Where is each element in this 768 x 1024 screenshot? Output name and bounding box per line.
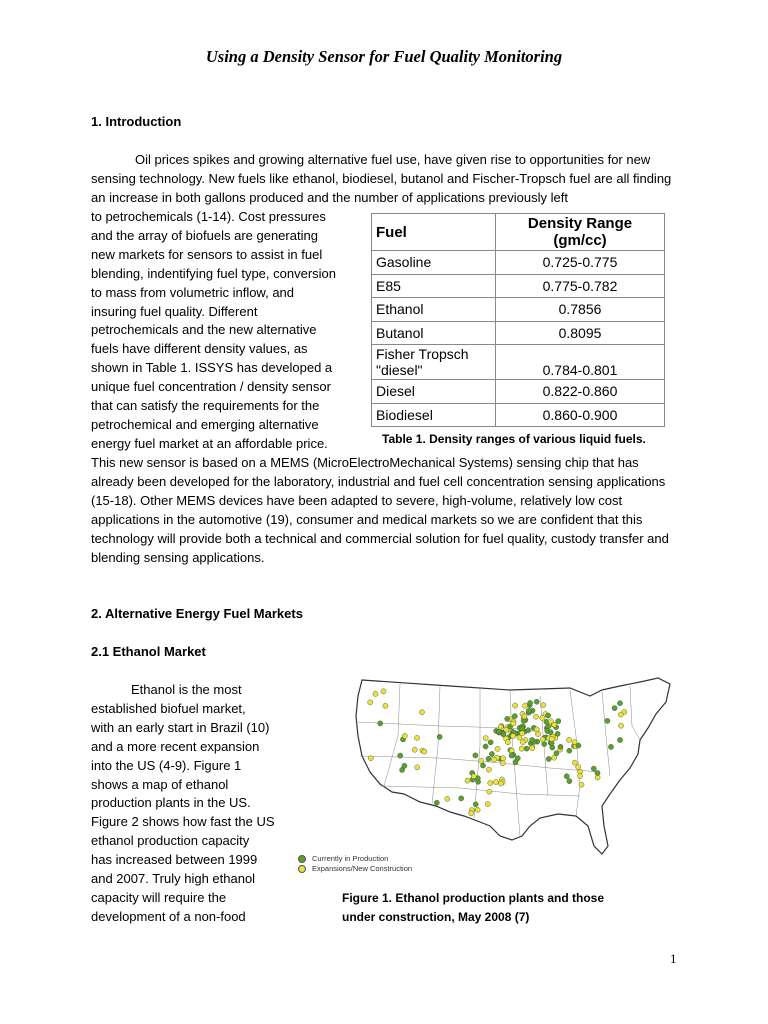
plant-marker bbox=[479, 758, 484, 763]
plant-marker bbox=[534, 727, 539, 732]
table-cell-range: 0.775-0.782 bbox=[496, 274, 665, 298]
plant-marker bbox=[489, 751, 494, 756]
plant-marker bbox=[595, 770, 600, 775]
table-row bbox=[372, 274, 665, 298]
table-cell-fuel: Butanol bbox=[372, 321, 496, 345]
legend-marker-icon bbox=[298, 855, 306, 863]
table-cell-fuel bbox=[372, 345, 496, 380]
table-cell-range: 0.860-0.900 bbox=[496, 403, 665, 427]
legend-item bbox=[298, 854, 412, 864]
table-row bbox=[372, 403, 665, 427]
table-row bbox=[372, 380, 665, 404]
plant-marker bbox=[402, 763, 407, 768]
plant-marker bbox=[548, 730, 553, 735]
plant-marker bbox=[483, 744, 488, 749]
figure-caption-line: under construction, May 2008 (7) bbox=[342, 910, 530, 924]
plant-marker bbox=[618, 712, 623, 717]
plant-marker bbox=[497, 729, 502, 734]
subsection-heading-ethanol: 2.1 Ethanol Market bbox=[91, 644, 206, 659]
plant-marker bbox=[523, 703, 528, 708]
plant-marker bbox=[504, 727, 509, 732]
plant-marker bbox=[522, 714, 527, 719]
table-caption: Table 1. Density ranges of various liquid fuels. bbox=[382, 432, 646, 446]
section-heading-markets: 2. Alternative Energy Fuel Markets bbox=[91, 606, 303, 621]
table-cell-range: 0.784-0.801 bbox=[496, 345, 665, 380]
plant-marker bbox=[579, 782, 584, 787]
page-number: 1 bbox=[670, 951, 677, 966]
text-line: and a more recent expansion bbox=[91, 738, 260, 754]
legend-label: Expansions/New Construction bbox=[312, 864, 413, 873]
plant-marker bbox=[556, 719, 561, 724]
plant-marker bbox=[520, 740, 525, 745]
table-cell-fuel: Biodiesel bbox=[372, 403, 496, 427]
plant-marker bbox=[564, 774, 569, 779]
plant-marker bbox=[475, 807, 480, 812]
table-cell-fuel-line: Fisher Tropsch bbox=[376, 346, 469, 362]
table-row bbox=[372, 321, 665, 345]
plant-marker bbox=[591, 766, 596, 771]
text-line: petrochemical and emerging alternative bbox=[91, 416, 319, 432]
plant-marker bbox=[612, 706, 617, 711]
section-heading-introduction: 1. Introduction bbox=[91, 114, 182, 129]
plant-marker bbox=[618, 723, 623, 728]
plant-marker bbox=[419, 710, 424, 715]
plant-marker bbox=[509, 753, 514, 758]
plant-marker bbox=[505, 716, 510, 721]
plant-marker bbox=[567, 748, 572, 753]
plant-marker bbox=[378, 721, 383, 726]
plant-marker bbox=[473, 802, 478, 807]
plant-marker bbox=[415, 765, 420, 770]
plant-marker bbox=[519, 746, 524, 751]
plant-marker bbox=[605, 718, 610, 723]
legend-label: Currently in Production bbox=[312, 854, 389, 863]
text-line: into the US (4-9). Figure 1 bbox=[91, 757, 242, 773]
plant-marker bbox=[567, 779, 572, 784]
plant-marker bbox=[520, 726, 525, 731]
table-cell-fuel: Ethanol bbox=[372, 298, 496, 322]
plant-marker bbox=[577, 774, 582, 779]
plant-marker bbox=[434, 800, 439, 805]
plant-marker bbox=[412, 747, 417, 752]
plant-marker bbox=[546, 713, 551, 718]
text-line: has increased between 1999 bbox=[91, 852, 258, 868]
plant-marker bbox=[540, 715, 545, 720]
plant-marker bbox=[471, 774, 476, 779]
plant-marker bbox=[548, 719, 553, 724]
table-cell-fuel: Diesel bbox=[372, 380, 496, 404]
intro-left-column bbox=[91, 208, 361, 454]
text-line: capacity will require the bbox=[91, 889, 227, 905]
plant-marker bbox=[422, 749, 427, 754]
plant-marker bbox=[486, 767, 491, 772]
plant-marker bbox=[513, 703, 518, 708]
plant-marker bbox=[566, 737, 571, 742]
plant-marker bbox=[617, 701, 622, 706]
text-line: to petrochemicals (1-14). Cost pressures bbox=[91, 209, 326, 224]
plant-marker bbox=[511, 721, 516, 726]
text-line: with an early start in Brazil (10) bbox=[91, 719, 270, 735]
text-line: Figure 2 shows how fast the US bbox=[91, 814, 275, 830]
ethanol-paragraph bbox=[91, 681, 296, 927]
table-header-fuel: Fuel bbox=[372, 214, 496, 251]
table-cell-fuel-line: "diesel" bbox=[376, 362, 423, 378]
text-line: shown in Table 1. ISSYS has developed a bbox=[91, 360, 333, 376]
plant-marker bbox=[526, 728, 531, 733]
plant-marker bbox=[486, 756, 491, 761]
figure-caption bbox=[342, 889, 604, 927]
text-line: that can satisfy the requirements for the bbox=[91, 398, 320, 414]
plant-marker bbox=[498, 781, 503, 786]
intro-paragraph: Oil prices spikes and growing alternative fuel use, have given rise to opportunities for new sensing technology. New fuels like ethanol, biodiesel, butanol and Fischer-Tropsch fuel are all finding an increase in both gallons produced and the number of applications previously left bbox=[91, 152, 672, 205]
plant-marker bbox=[608, 744, 613, 749]
text-line: ethanol production capacity bbox=[91, 833, 250, 849]
plant-marker bbox=[540, 737, 545, 742]
plant-marker bbox=[528, 700, 533, 705]
plant-marker bbox=[491, 757, 496, 762]
table-cell-range: 0.7856 bbox=[496, 298, 665, 322]
plant-marker bbox=[469, 811, 474, 816]
plant-marker bbox=[524, 746, 529, 751]
text-line: Ethanol is the most bbox=[131, 682, 242, 697]
text-line: blending, indentifying fuel type, conversion bbox=[91, 265, 336, 281]
text-line: unique fuel concentration / density sensor bbox=[91, 379, 331, 395]
plant-marker bbox=[488, 780, 493, 785]
legend-item bbox=[298, 864, 412, 874]
text-line: and the array of biofuels are generating bbox=[91, 227, 318, 243]
figure-caption-line: Figure 1. Ethanol production plants and those bbox=[342, 891, 605, 905]
plant-marker bbox=[552, 755, 557, 760]
plant-marker bbox=[533, 714, 538, 719]
plant-marker bbox=[368, 756, 373, 761]
intro-paragraph-continued: This new sensor is based on a MEMS (MicroElectroMechanical Systems) sensing chip that has already been developed for the laboratory, industrial and fuel cell concentration sensing applications (15-18). Other MEMS devices have been adapted to severe, high-volume, relatively low cost applications in the automotive (19), consumer and medical markets so we are confident that this technology will provide both a technical and commercial solution for fuel quality, custody transfer and blending sensing applications. bbox=[91, 455, 669, 565]
plant-marker bbox=[512, 714, 517, 719]
plant-marker bbox=[529, 737, 534, 742]
plant-marker bbox=[445, 796, 450, 801]
fuel-density-table bbox=[371, 213, 665, 427]
table-cell-range: 0.822-0.860 bbox=[496, 380, 665, 404]
plant-marker bbox=[572, 740, 577, 745]
plant-marker bbox=[505, 740, 510, 745]
text-line: established biofuel market, bbox=[91, 700, 246, 716]
plant-marker bbox=[549, 736, 554, 741]
plant-marker bbox=[530, 746, 535, 751]
plant-marker bbox=[572, 760, 577, 765]
plant-marker bbox=[383, 703, 388, 708]
text-line: to mass from volumetric inflow, and bbox=[91, 284, 295, 300]
plant-marker bbox=[541, 703, 546, 708]
table-row bbox=[372, 298, 665, 322]
plant-marker bbox=[526, 708, 531, 713]
plant-marker bbox=[465, 778, 470, 783]
plant-marker bbox=[473, 753, 478, 758]
plant-marker bbox=[414, 735, 419, 740]
plant-marker bbox=[381, 689, 386, 694]
plant-marker bbox=[511, 733, 516, 738]
plant-marker bbox=[480, 763, 485, 768]
plant-marker bbox=[368, 700, 373, 705]
text-line: new markets for sensors to assist in fuel bbox=[91, 246, 323, 262]
map-legend bbox=[298, 854, 412, 874]
text-line: fuels have different density values, as bbox=[91, 341, 308, 357]
plant-marker bbox=[513, 760, 518, 765]
document-title: Using a Density Sensor for Fuel Quality Monitoring bbox=[205, 47, 563, 66]
table-row bbox=[372, 251, 665, 275]
plant-marker bbox=[558, 744, 563, 749]
plant-marker bbox=[617, 737, 622, 742]
plant-marker bbox=[535, 731, 540, 736]
plant-marker bbox=[493, 779, 498, 784]
text-line: and 2007. Truly high ethanol bbox=[91, 871, 256, 887]
table-cell-fuel: E85 bbox=[372, 274, 496, 298]
plant-marker bbox=[398, 753, 403, 758]
legend-marker-icon bbox=[298, 865, 306, 873]
table-header-density: Density Range (gm/cc) bbox=[496, 214, 665, 251]
text-line: energy fuel market at an affordable price. bbox=[91, 435, 328, 451]
text-line: petrochemicals and the new alternative bbox=[91, 322, 317, 338]
text-line: insuring fuel quality. Different bbox=[91, 303, 258, 319]
plant-marker bbox=[488, 740, 493, 745]
plant-marker bbox=[498, 724, 503, 729]
plant-marker bbox=[487, 789, 492, 794]
text-line: production plants in the US. bbox=[91, 795, 251, 811]
plant-marker bbox=[520, 731, 525, 736]
plant-marker bbox=[495, 746, 500, 751]
plant-marker bbox=[483, 736, 488, 741]
table-header-row bbox=[372, 214, 665, 251]
plant-marker bbox=[576, 765, 581, 770]
text-line: development of a non-food bbox=[91, 908, 246, 924]
plant-marker bbox=[459, 796, 464, 801]
plant-marker bbox=[373, 691, 378, 696]
plant-marker bbox=[437, 734, 442, 739]
plant-marker bbox=[534, 699, 539, 704]
text-line: shows a map of ethanol bbox=[91, 776, 229, 792]
table-row bbox=[372, 345, 665, 380]
table-cell-range: 0.8095 bbox=[496, 321, 665, 345]
plant-markers bbox=[340, 676, 690, 876]
plant-marker bbox=[501, 756, 506, 761]
plant-marker bbox=[485, 802, 490, 807]
plant-marker bbox=[550, 745, 555, 750]
table-cell-fuel: Gasoline bbox=[372, 251, 496, 275]
plant-marker bbox=[402, 733, 407, 738]
table-cell-range: 0.725-0.775 bbox=[496, 251, 665, 275]
plant-marker bbox=[546, 756, 551, 761]
